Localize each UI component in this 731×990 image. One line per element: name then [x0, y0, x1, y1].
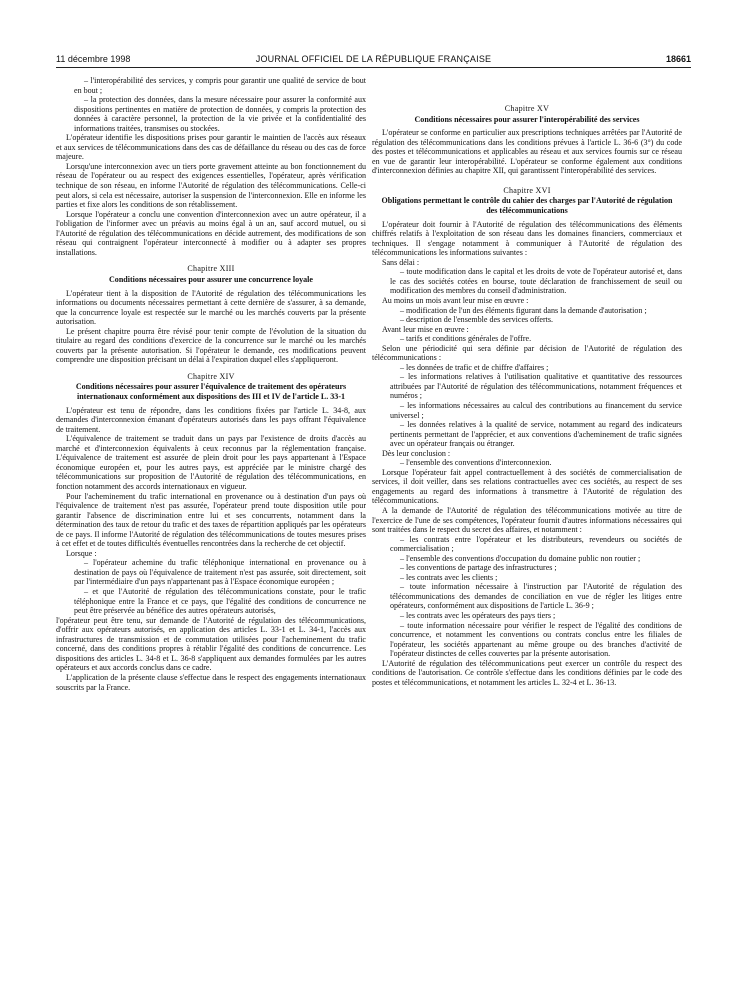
chapter-heading: Chapitre XIV — [187, 371, 235, 381]
list-item: – toute information nécessaire à l'instruction par l'Autorité de régulation des télécommunications des demandes de conciliation en vue de régler les litiges entre opérateurs, conformément aux dispositions de l'article L. 36-9 ; — [390, 582, 682, 611]
list-heading: Au moins un mois avant leur mise en œuvre : — [382, 295, 529, 305]
paragraph: L'opérateur se conforme en particulier aux prescriptions techniques arrêtées par l'Autorité de régulation des télécommunications dans les conditions prévues à l'article L. 36-6 (3°) du code des postes et télécommunications et applicables au réseau et aux services fournis sur ce réseau en vue de garantir leur interopérabilité. L'opérateur se conforme également aux conditions d'interconnexion définies au chapitre XII, qui garantissent l'interopérabilité des services. — [372, 128, 682, 176]
paragraph: A la demande de l'Autorité de régulation des télécommunications motivée au titre de l'exercice de l'une de ses compétences, l'opérateur fournit d'autres informations nécessaires qui sont traitées dans le respect du secret des affaires, et notamment : — [372, 506, 682, 535]
list-item: – la protection des données, dans la mesure nécessaire pour assurer la conformité aux dispositions pertinentes en matière de protection de données, y compris la protection des données à caractère personnel, la protection de la vie privée et la confidentialité des informations traitées, transmises ou stockées. — [74, 95, 366, 133]
chapter-heading: Chapitre XVI — [503, 185, 551, 195]
chapter-heading: Chapitre XV — [504, 104, 550, 113]
paragraph: L'opérateur tient à la disposition de l'Autorité de régulation des télécommunications les informations ou documents nécessaires permettant à cette dernière de s'assurer, à sa demande, que la concurrence loyale est respectée sur le marché ou les marchés couverts par la présente autorisation. — [56, 288, 366, 327]
list-item: – description de l'ensemble des services offerts. — [400, 315, 554, 325]
list-item: – les contrats avec les opérateurs des pays tiers ; — [400, 611, 556, 621]
chapter-heading: Chapitre XIII — [187, 264, 235, 274]
list-item: – les données de trafic et de chiffre d'affaires ; — [400, 362, 549, 372]
paragraph: L'Autorité de régulation des télécommunications peut exercer un contrôle du respect des conditions de l'autorisation. Ce contrôle s'effectue dans les conditions définies par le code des postes et télécommunications, et notamment les articles L. 32-4 et L. 36-13. — [372, 658, 682, 687]
paragraph: Lorsque l'opérateur fait appel contractuellement à des sociétés de commercialisation de services, il doit veiller, dans ses relations contractuelles avec ces sociétés, au respect de ses engagements au regard des informations à transmettre à l'Autorité de régulation des télécommunications. — [372, 467, 682, 506]
paragraph: L'opérateur doit fournir à l'Autorité de régulation des télécommunications des éléments chiffrés relatifs à l'exploitation de son réseau dans les domaines financiers, commerciaux et techniques. Il s'engage notamment à communiquer à l'Autorité de régulation des télécommunications les informations suivantes : — [372, 219, 682, 258]
list-item: – l'ensemble des conventions d'interconnexion. — [400, 458, 552, 468]
list-item: – les conventions de partage des infrastructures ; — [400, 563, 557, 573]
paragraph: L'application de la présente clause s'effectue dans le respect des engagements internationaux souscrits par la France. — [56, 672, 366, 692]
chapter-title: Conditions nécessaires pour assurer l'interopérabilité des services — [414, 114, 640, 124]
list-item: – les informations relatives à l'utilisation qualitative et quantitative des ressources attribuées par l'Autorité de régulation des télécommunications, notamment fréquences et numéros ; — [390, 372, 682, 401]
paragraph: l'opérateur peut être tenu, sur demande de l'Autorité de régulation des télécommunications, d'offrir aux opérateurs autorisés, en application des articles L. 33-1 et L. 34-1, l'accès aux infrastructures de transmission et de commutation utilisées pour l'acheminement du trafic concerné, dans des conditions propres à rétablir l'égalité des conditions de concurrence. Les dispositions des articles L. 34-8 et L. 36-8 s'appliquent aux demandes formulées par les autres opérateurs et aux accords conclus dans ce cadre. — [56, 615, 366, 673]
issue-date: 11 décembre 1998 — [56, 54, 131, 64]
list-item: – modification de l'un des éléments figurant dans la demande d'autorisation ; — [400, 305, 647, 315]
chapter-title: Obligations permettant le contrôle du cahier des charges par l'Autorité de régulation des télécommunications — [381, 196, 673, 216]
list-item: – et que l'Autorité de régulation des télécommunications constate, pour le trafic téléphonique entre la France et ce pays, que l'égalité des conditions de concurrence ne peut être préservée au bénéfice des autres opérateurs autorisés, — [74, 587, 366, 616]
list-heading: Avant leur mise en œuvre : — [382, 324, 469, 334]
list-item: – les contrats entre l'opérateur et les distributeurs, revendeurs ou sociétés de commercialisation ; — [390, 534, 682, 554]
paragraph: L'opérateur identifie les dispositions prises pour garantir le maintien de l'accès aux réseaux et aux services de télécommunications dans des cas de défaillance du réseau ou des cas de force majeure. — [56, 133, 366, 162]
list-item: – toute information nécessaire pour vérifier le respect de l'égalité des conditions de concurrence, et notamment les conventions ou contrats conclus entre les filiales de l'opérateur, les sociétés appartenant au même groupe ou des branches d'activité de l'opérateur distinctes de celles couvertes par la présente autorisation. — [390, 620, 682, 659]
header-rule — [56, 67, 691, 68]
list-item: – les informations nécessaires au calcul des contributions au financement du service universel ; — [390, 401, 682, 420]
list-item: – l'interopérabilité des services, y compris pour garantir une qualité de service de bout en bout ; — [74, 76, 366, 95]
paragraph: Le présent chapitre pourra être révisé pour tenir compte de l'évolution de la situation du titulaire au regard des conditions d'exercice de la concurrence sur le marché ou les marchés couverts par la présente autorisation. Si l'opérateur le demande, ces modifications peuvent comprendre une disposition précisant un délai à l'expiration duquel elles s'appliqueront. — [56, 326, 366, 365]
page-number: 18661 — [665, 54, 691, 64]
list-item: – toute modification dans le capital et les droits de vote de l'opérateur autorisé et, dans le cas des sociétés cotées en bourse, toute déclaration de franchissement de seuil ou modification des membres du conseil d'administration. — [390, 267, 682, 296]
page-header — [56, 54, 691, 68]
list-item: – tarifs et conditions générales de l'offre. — [400, 334, 532, 344]
list-item: – l'opérateur achemine du trafic téléphonique international en provenance ou à destination de pays où l'équivalence de traitement n'est pas assurée, soit directement, soit par l'intermédiaire d'un pays n'appartenant pas à l'Espace économique européen ; — [74, 558, 366, 587]
list-item: – les contrats avec les clients ; — [400, 572, 498, 582]
list-heading: Sans délai : — [382, 257, 420, 267]
chapter-title: Conditions nécessaires pour assurer une concurrence loyale — [108, 274, 313, 284]
paragraph: Lorsque : — [66, 548, 97, 558]
paragraph: L'opérateur est tenu de répondre, dans les conditions fixées par l'article L. 34-8, aux demandes d'interconnexion émanant d'opérateurs autorisés dans les pays offrant l'équivalence de traitement. — [56, 405, 366, 434]
paragraph: Pour l'acheminement du trafic international en provenance ou à destination d'un pays où l'équivalence de traitement n'est pas assurée, l'opérateur prend toute disposition utile pour garantir l'absence de discrimination entre lui et ses concurrents, notamment dans la détermination des taux de retour du trafic et des taxes de répartition appliqués par les opérateurs de ce pays. Il informe l'Autorité de régulation des télécommunications de toutes mesures prises à cet effet et de toutes difficultés éventuelles rencontrées dans la recherche de cet objectif. — [56, 491, 366, 549]
chapter-title: Conditions nécessaires pour assurer l'équivalence de traitement des opérateurs internationaux conformément aux dispositions des III et IV de l'article L. 33-1 — [75, 382, 347, 402]
list-item: – les données relatives à la qualité de service, notamment au regard des indicateurs pertinents permettant de l'apprécier, et aux conventions d'acheminement de trafic signées avec un opérateur français ou étranger. — [390, 420, 682, 449]
list-item: – l'ensemble des conventions d'occupation du domaine public non routier ; — [400, 553, 641, 563]
journal-title: JOURNAL OFFICIEL DE LA RÉPUBLIQUE FRANÇAISE — [255, 54, 492, 64]
paragraph: Lorsque l'opérateur a conclu une convention d'interconnexion avec un autre opérateur, il a l'obligation de l'informer avec un préavis au moins égal à un an, sauf accord mutuel, ou si l'Autorité de régulation des télécommunications en décide autrement, des modifications de son réseau qui contraignent l'opérateur interconnecté à modifier ou à adapter ses propres installations. — [56, 209, 366, 257]
list-heading: Dès leur conclusion : — [382, 448, 451, 458]
paragraph: Selon une périodicité qui sera définie par décision de l'Autorité de régulation des télécommunications : — [372, 343, 682, 363]
paragraph: L'équivalence de traitement se traduit dans un pays par l'existence de droits d'accès au marché et d'interconnexion équivalents à ceux reconnus par la réglementation française. L'équivalence de traitement est assurée de plein droit pour les pays appartenant à l'Espace économique européen et, pour les autres pays, est appréciée par le ministre chargé des télécommunications sur proposition de l'Autorité de régulation des télécommunications, en fonction notamment des accords internationaux en vigueur. — [56, 434, 366, 492]
left-column — [56, 76, 366, 692]
paragraph: Lorsqu'une interconnexion avec un tiers porte gravement atteinte au bon fonctionnement du réseau de l'opérateur ou au respect des exigences essentielles, l'opérateur, après vérification technique de son réseau, en informe l'Autorité de régulation des télécommunications. Celle-ci peut alors, si cela est nécessaire, autoriser la suspension de l'interconnexion. Elle en informe les parties et fixe alors les conditions de son rétablissement. — [56, 161, 366, 210]
right-column — [372, 76, 682, 687]
